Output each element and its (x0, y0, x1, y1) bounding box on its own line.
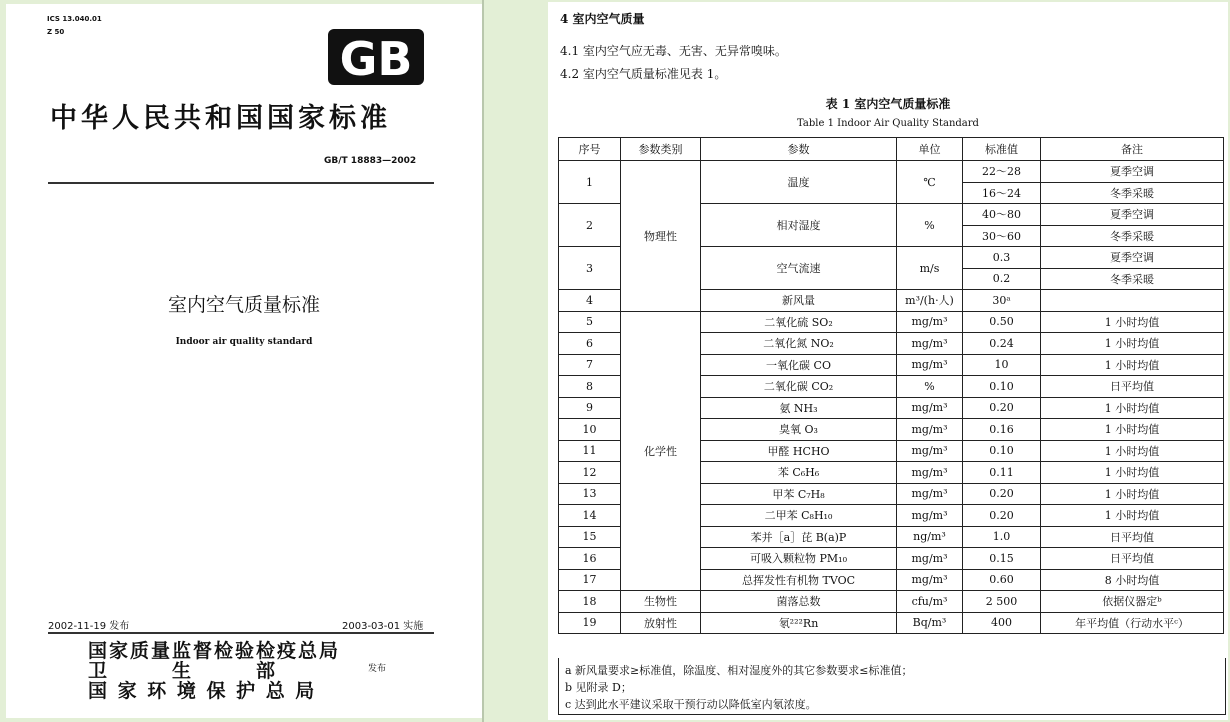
page-gap (482, 0, 484, 722)
publish-label: 发布 (368, 664, 387, 674)
table-notes (558, 658, 1226, 715)
table-header-row (559, 138, 1224, 161)
table-row (559, 612, 1224, 634)
row-no: 14 (559, 505, 621, 527)
param-name: 二氧化硫 SO₂ (701, 311, 897, 333)
param-remark: 日平均值 (1041, 548, 1224, 570)
param-remark: 1 小时均值 (1041, 505, 1224, 527)
header-parameter: 参数 (701, 138, 897, 161)
param-unit: ℃ (897, 161, 963, 204)
param-unit: mg/m³ (897, 569, 963, 591)
national-standard-heading: 中华人民共和国国家标准 (50, 103, 391, 134)
gb-logo (328, 29, 424, 85)
row-no: 13 (559, 483, 621, 505)
param-unit: ng/m³ (897, 526, 963, 548)
row-no: 11 (559, 440, 621, 462)
param-value: 22～28 (963, 161, 1041, 183)
param-remark: 1 小时均值 (1041, 311, 1224, 333)
row-no: 6 (559, 333, 621, 355)
note-c: c 达到此水平建议采取干预行动以降低室内氡浓度。 (565, 698, 817, 711)
param-unit: mg/m³ (897, 505, 963, 527)
param-name: 氨 NH₃ (701, 397, 897, 419)
param-name: 苯 C₆H₆ (701, 462, 897, 484)
param-remark: 冬季采暖 (1041, 225, 1224, 247)
clause-4-1: 4.1 室内空气应无毒、无害、无异常嗅味。 (560, 44, 787, 58)
air-quality-table (558, 137, 1224, 634)
standard-title-cn: 室内空气质量标准 (167, 294, 320, 316)
row-no: 5 (559, 311, 621, 333)
table-row (559, 591, 1224, 613)
param-remark: 日平均值 (1041, 376, 1224, 398)
param-remark: 冬季采暖 (1041, 182, 1224, 204)
param-name: 甲醛 HCHO (701, 440, 897, 462)
param-value: 0.60 (963, 569, 1041, 591)
row-no: 1 (559, 161, 621, 204)
param-remark: 1 小时均值 (1041, 440, 1224, 462)
issuer-moh: 卫 生 部 (88, 660, 278, 682)
param-value: 16～24 (963, 182, 1041, 204)
cover-rule-top (48, 182, 434, 184)
param-name: 二甲苯 C₈H₁₀ (701, 505, 897, 527)
row-no: 3 (559, 247, 621, 290)
param-unit: mg/m³ (897, 483, 963, 505)
param-name: 温度 (701, 161, 897, 204)
row-no: 16 (559, 548, 621, 570)
row-no: 10 (559, 419, 621, 441)
note-a: a 新风量要求≥标准值，除温度、相对湿度外的其它参数要求≤标准值； (565, 664, 913, 677)
category-biological: 生物性 (621, 591, 701, 613)
standard-number: GB/T 18883—2002 (324, 156, 417, 166)
table-row (559, 311, 1224, 333)
param-remark: 日平均值 (1041, 526, 1224, 548)
category-physical: 物理性 (621, 161, 701, 312)
param-value: 10 (963, 354, 1041, 376)
row-no: 17 (559, 569, 621, 591)
param-value: 0.15 (963, 548, 1041, 570)
param-remark: 1 小时均值 (1041, 354, 1224, 376)
table-row (559, 161, 1224, 183)
param-unit: mg/m³ (897, 397, 963, 419)
param-value: 0.20 (963, 397, 1041, 419)
param-name: 二氧化氮 NO₂ (701, 333, 897, 355)
param-name: 臭氧 O₃ (701, 419, 897, 441)
param-unit: % (897, 376, 963, 398)
header-no: 序号 (559, 138, 621, 161)
param-name: 可吸入颗粒物 PM₁₀ (701, 548, 897, 570)
param-unit: mg/m³ (897, 462, 963, 484)
param-remark: 夏季空调 (1041, 161, 1224, 183)
param-name: 相对湿度 (701, 204, 897, 247)
param-value: 0.3 (963, 247, 1041, 269)
param-name: 氡²²²Rn (701, 612, 897, 634)
table-subtitle: Table 1 Indoor Air Quality Standard (797, 118, 979, 129)
param-unit: mg/m³ (897, 333, 963, 355)
param-value: 0.20 (963, 505, 1041, 527)
param-unit: % (897, 204, 963, 247)
table-page (548, 2, 1228, 720)
param-unit: mg/m³ (897, 419, 963, 441)
row-no: 4 (559, 290, 621, 312)
param-value: 400 (963, 612, 1041, 634)
param-remark: 1 小时均值 (1041, 483, 1224, 505)
param-unit: mg/m³ (897, 354, 963, 376)
cover-page (6, 4, 482, 718)
row-no: 12 (559, 462, 621, 484)
header-category: 参数类别 (621, 138, 701, 161)
param-remark: 冬季采暖 (1041, 268, 1224, 290)
row-no: 18 (559, 591, 621, 613)
issuer-aqsiq: 国家质量监督检验检疫总局 (88, 640, 341, 662)
row-no: 7 (559, 354, 621, 376)
param-value: 0.10 (963, 440, 1041, 462)
param-value: 0.24 (963, 333, 1041, 355)
param-remark: 1 小时均值 (1041, 419, 1224, 441)
row-no: 2 (559, 204, 621, 247)
section-heading: 4 室内空气质量 (560, 12, 645, 26)
effective-date: 2003-03-01 实施 (342, 621, 424, 632)
param-remark: 8 小时均值 (1041, 569, 1224, 591)
param-unit: mg/m³ (897, 440, 963, 462)
param-value: 40～80 (963, 204, 1041, 226)
param-value: 0.11 (963, 462, 1041, 484)
cover-rule-bottom (48, 632, 434, 634)
param-remark: 夏季空调 (1041, 247, 1224, 269)
param-value: 30ᵃ (963, 290, 1041, 312)
issue-date: 2002-11-19 发布 (48, 621, 130, 632)
param-value: 0.20 (963, 483, 1041, 505)
param-value: 2 500 (963, 591, 1041, 613)
ics-code: ICS 13.040.01 (47, 15, 102, 23)
param-remark (1041, 290, 1224, 312)
row-no: 9 (559, 397, 621, 419)
param-value: 0.2 (963, 268, 1041, 290)
param-remark: 1 小时均值 (1041, 462, 1224, 484)
z-code: Z 50 (47, 28, 65, 36)
category-chemical: 化学性 (621, 311, 701, 591)
param-unit: Bq/m³ (897, 612, 963, 634)
param-name: 一氧化碳 CO (701, 354, 897, 376)
param-value: 0.16 (963, 419, 1041, 441)
param-remark: 依据仪器定ᵇ (1041, 591, 1224, 613)
param-remark: 1 小时均值 (1041, 397, 1224, 419)
gb-logo-text: GB (339, 32, 413, 85)
param-name: 二氧化碳 CO₂ (701, 376, 897, 398)
param-name: 甲苯 C₇H₈ (701, 483, 897, 505)
param-value: 0.50 (963, 311, 1041, 333)
header-unit: 单位 (897, 138, 963, 161)
category-radioactive: 放射性 (621, 612, 701, 634)
param-unit: mg/m³ (897, 311, 963, 333)
param-remark: 夏季空调 (1041, 204, 1224, 226)
clause-4-2: 4.2 室内空气质量标准见表 1。 (560, 67, 727, 81)
param-unit: cfu/m³ (897, 591, 963, 613)
param-remark: 1 小时均值 (1041, 333, 1224, 355)
param-name: 苯并［a］芘 B(a)P (701, 526, 897, 548)
param-value: 30～60 (963, 225, 1041, 247)
param-remark: 年平均值（行动水平ᶜ） (1041, 612, 1224, 634)
row-no: 15 (559, 526, 621, 548)
param-unit: m/s (897, 247, 963, 290)
header-remark: 备注 (1041, 138, 1224, 161)
header-standard-value: 标准值 (963, 138, 1041, 161)
param-name: 空气流速 (701, 247, 897, 290)
standard-title-en: Indoor air quality standard (175, 337, 313, 347)
note-b: b 见附录 D； (565, 681, 632, 694)
table-title: 表 1 室内空气质量标准 (825, 97, 951, 111)
param-unit: mg/m³ (897, 548, 963, 570)
param-unit: m³/(h·人) (897, 290, 963, 312)
param-name: 新风量 (701, 290, 897, 312)
param-value: 1.0 (963, 526, 1041, 548)
param-name: 总挥发性有机物 TVOC (701, 569, 897, 591)
row-no: 19 (559, 612, 621, 634)
row-no: 8 (559, 376, 621, 398)
issuer-sepa: 国 家 环 境 保 护 总 局 (88, 680, 317, 702)
param-name: 菌落总数 (701, 591, 897, 613)
param-value: 0.10 (963, 376, 1041, 398)
